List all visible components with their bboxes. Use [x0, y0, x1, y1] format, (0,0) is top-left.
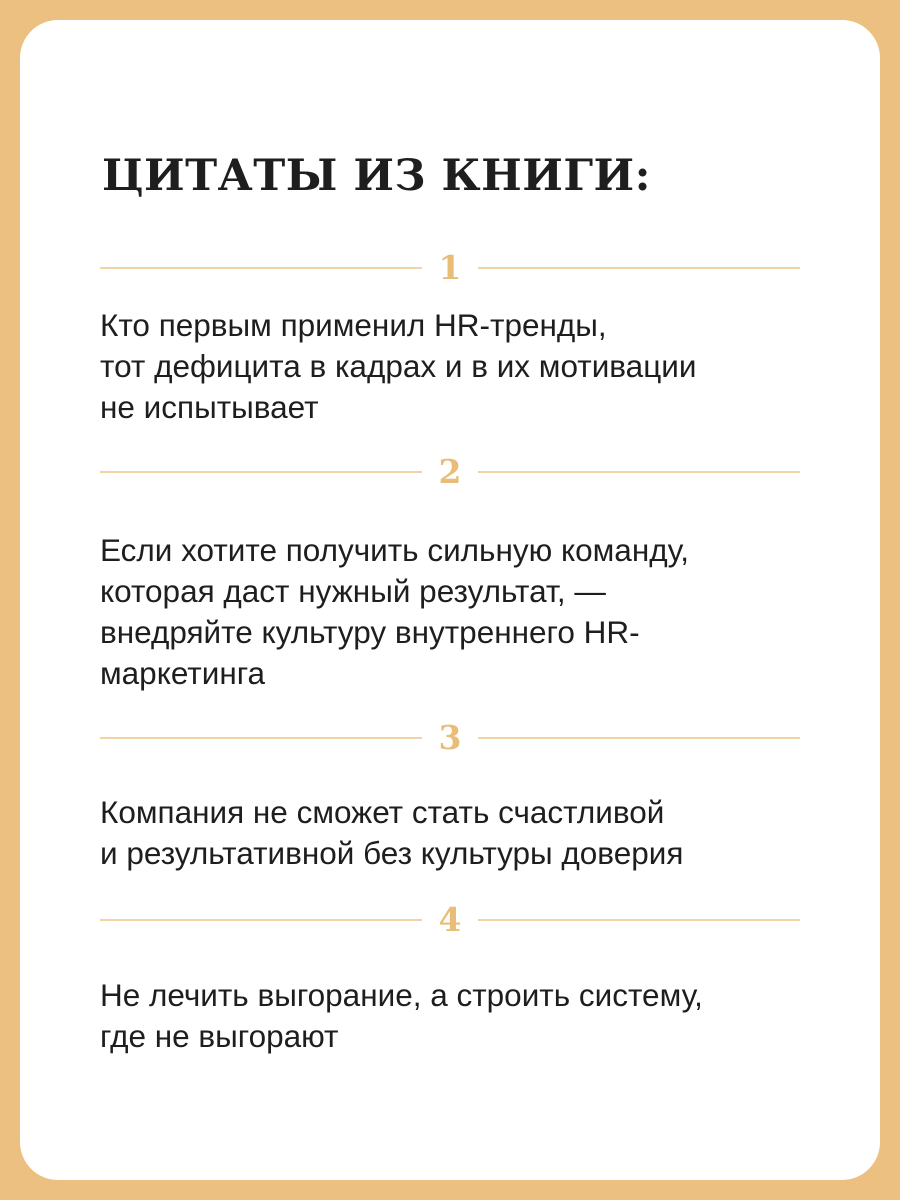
divider-line-right	[478, 919, 800, 921]
divider-line-right	[478, 471, 800, 473]
divider-line-right	[478, 267, 800, 269]
quote-1-line-3: не испытывает	[100, 389, 319, 425]
quote-text-1	[100, 305, 820, 428]
quote-divider-4	[100, 900, 800, 940]
quote-text-2	[100, 530, 820, 694]
divider-line-left	[100, 919, 422, 921]
quote-card	[20, 20, 880, 1180]
quote-divider-1	[100, 248, 800, 288]
divider-line-right	[478, 737, 800, 739]
quote-3-line-1: Компания не сможет стать счастливой	[100, 794, 665, 830]
quote-1-line-2: тот дефицита в кадрах и в их мотивации	[100, 348, 697, 384]
page-title: ЦИТАТЫ ИЗ КНИГИ:	[102, 151, 652, 201]
quote-number-1: 1	[438, 248, 462, 287]
quote-2-line-2: которая даст нужный результат, —	[100, 573, 606, 609]
quote-3-line-2: и результативной без культуры доверия	[100, 835, 684, 871]
divider-line-left	[100, 737, 422, 739]
divider-line-left	[100, 471, 422, 473]
quote-text-4	[100, 975, 820, 1057]
quote-2-line-4: маркетинга	[100, 655, 266, 691]
quote-2-line-3: внедряйте культуру внутреннего HR-	[100, 614, 640, 650]
quote-number-2: 2	[438, 452, 462, 491]
quote-1-line-1: Кто первым применил HR-тренды,	[100, 307, 607, 343]
quote-number-4: 4	[438, 900, 462, 939]
quote-divider-3	[100, 718, 800, 758]
quote-2-line-1: Если хотите получить сильную команду,	[100, 532, 689, 568]
quote-4-line-1: Не лечить выгорание, а строить систему,	[100, 977, 703, 1013]
quote-4-line-2: где не выгорают	[100, 1018, 339, 1054]
quote-text-3	[100, 792, 820, 874]
quote-divider-2	[100, 452, 800, 492]
divider-line-left	[100, 267, 422, 269]
quote-number-3: 3	[438, 718, 462, 757]
